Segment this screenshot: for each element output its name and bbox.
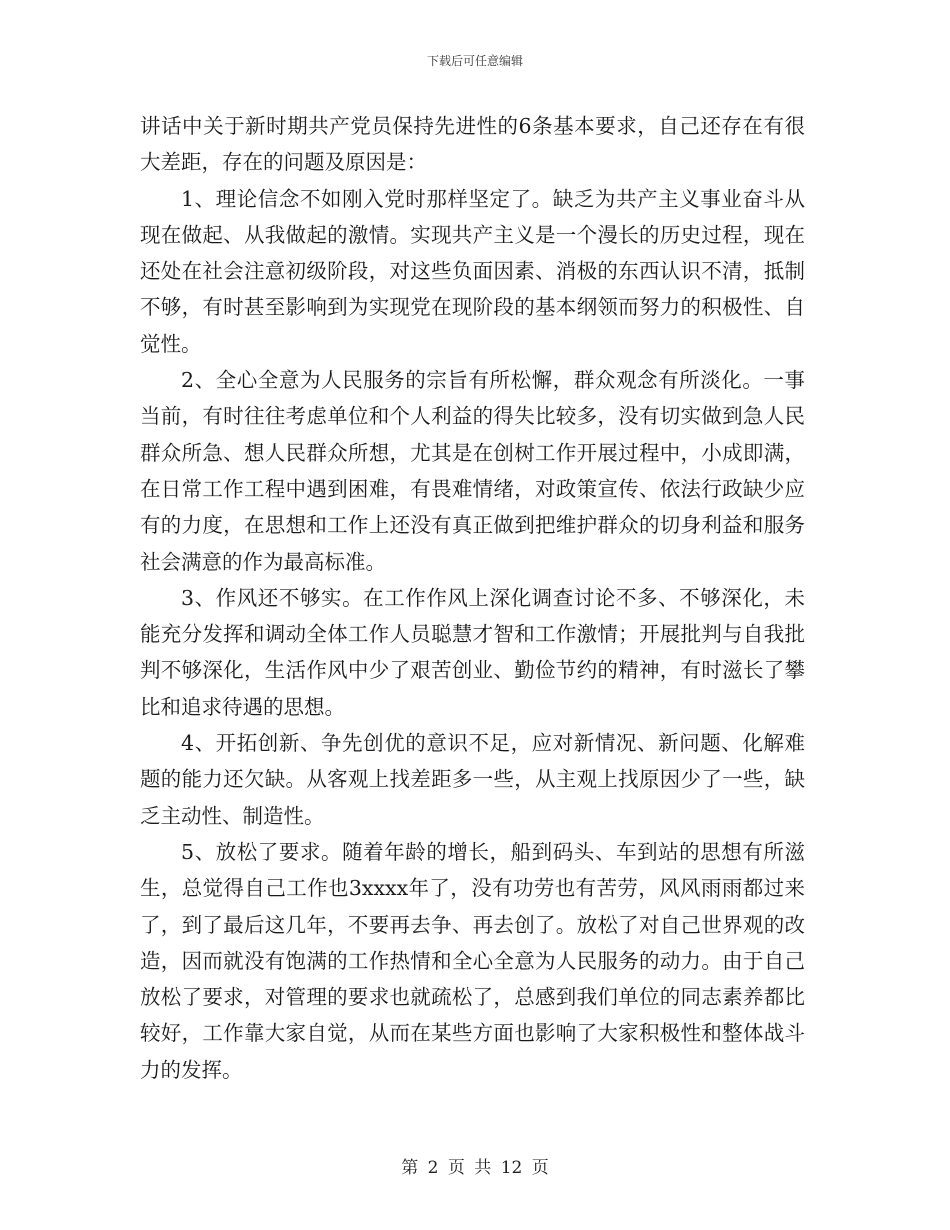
paragraph-intro: 讲话中关于新时期共产党员保持先进性的6条基本要求，自己还存在有很大差距，存在的问题及原因是： [140, 114, 805, 175]
paragraph-item-1: 1、理论信念不如刚入党时那样坚定了。缺乏为共产主义事业奋斗从现在做起、从我做起的激情。实现共产主义是一个漫长的历史过程，现在还处在社会注意初级阶段，对这些负面因素、消极的东西认识不清，抵制不够，有时甚至影响到为实现党在现阶段的基本纲领而努力的积极性、自觉性。 [140, 186, 805, 356]
page-number-footer: 第 2 页 共 12 页 [401, 1158, 549, 1178]
page-header: 下载后可任意编辑 [426, 54, 523, 68]
paragraph-item-5: 5、放松了要求。随着年龄的增长，船到码头、车到站的思想有所滋生，总觉得自己工作也3xxxx年了，没有功劳也有苦劳，风风雨雨都过来了，到了最后这几年，不要再去争、再去创了。放松了对自己世界观的改造，因而就没有饱满的工作热情和全心全意为人民服务的动力。由于自己放松了要求，对管理的要求也就疏松了，总感到我们单位的同志素养都比较好，工作靠大家自觉，从而在某些方面也影响了大家积极性和整体战斗力的发挥。 [140, 839, 805, 1082]
paragraph-item-4: 4、开拓创新、争先创优的意识不足，应对新情况、新问题、化解难题的能力还欠缺。从客观上找差距多一些，从主观上找原因少了一些，缺乏主动性、制造性。 [140, 731, 805, 828]
paragraph-item-2: 2、全心全意为人民服务的宗旨有所松懈，群众观念有所淡化。一事当前，有时往往考虑单位和个人利益的得失比较多，没有切实做到急人民群众所急、想人民群众所想，尤其是在创树工作开展过程中，小成即满，在日常工作工程中遇到困难，有畏难情绪，对政策宣传、依法行政缺少应有的力度，在思想和工作上还没有真正做到把维护群众的切身利益和服务社会满意的作为最高标准。 [140, 368, 805, 574]
paragraph-item-3: 3、作风还不够实。在工作作风上深化调查讨论不多、不够深化，未能充分发挥和调动全体工作人员聪慧才智和工作激情；开展批判与自我批判不够深化，生活作风中少了艰苦创业、勤俭节约的精神，有时滋长了攀比和追求待遇的思想。 [140, 585, 805, 719]
document-body [140, 108, 805, 1088]
